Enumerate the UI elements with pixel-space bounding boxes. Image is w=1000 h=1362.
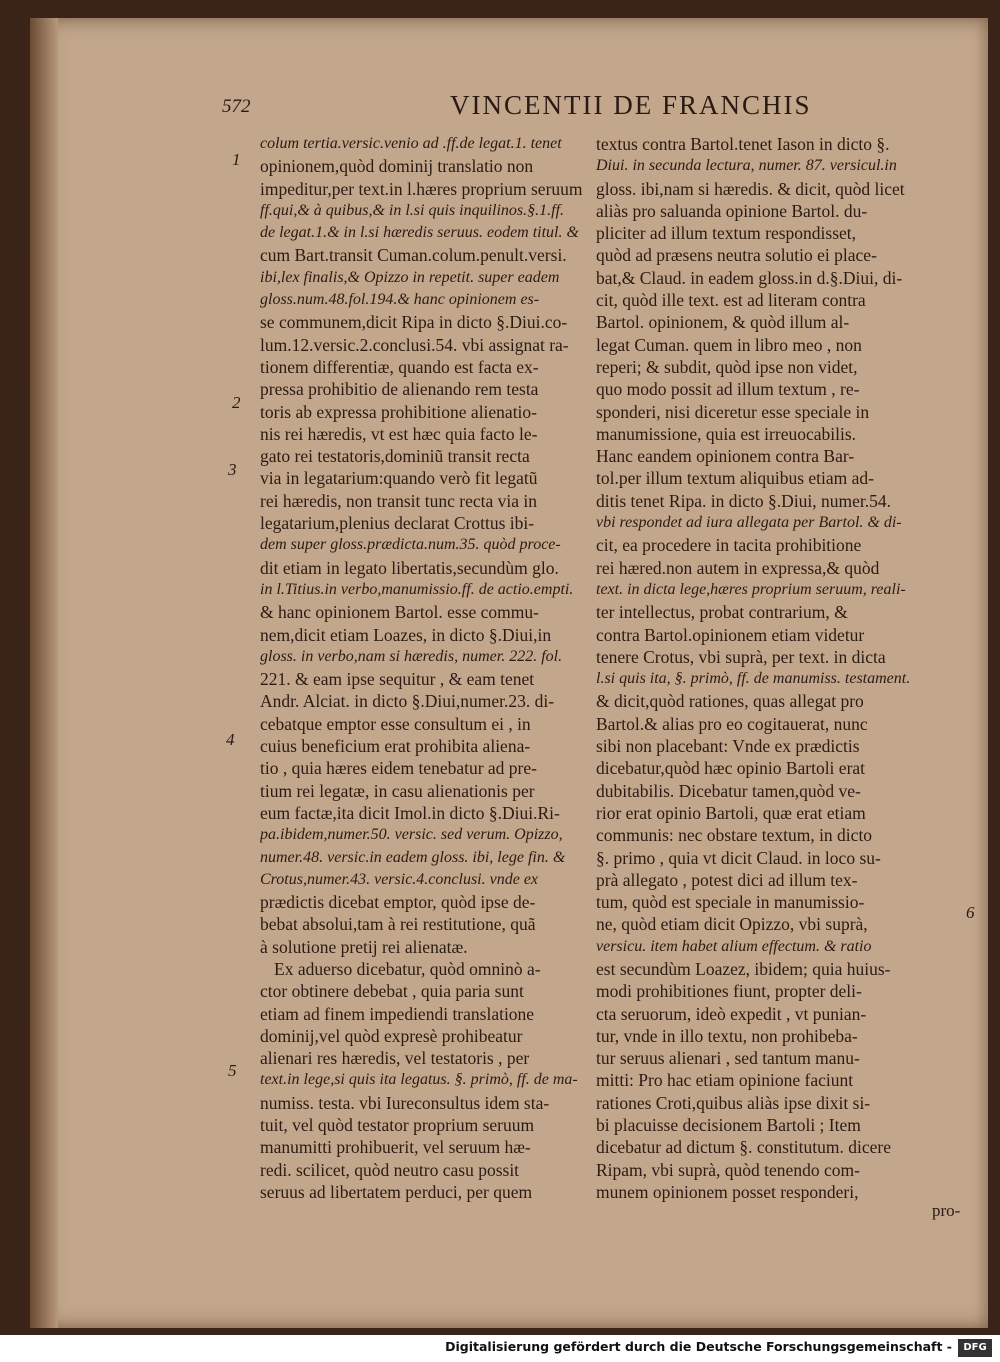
text-line: dominij,vel quòd expresè prohibeatur (260, 1025, 523, 1046)
text-line: à solutione pretij rei alienatæ. (260, 936, 468, 957)
text-line: prædictis dicebat emptor, quòd ipse de- (260, 892, 536, 913)
footer-credit: Digitalisierung gefördert durch die Deutsche Forschungsgemeinschaft - (445, 1339, 952, 1354)
text-line: tur seruus alienari , sed tantum manu- (596, 1048, 860, 1069)
text-line: gato rei testatoris,dominiũ transit recta (260, 446, 530, 467)
text-line: modi prohibitiones fiunt, propter deli- (596, 981, 862, 1002)
text-line: de legat.1.& in l.si hæredis seruus. eodem titul. & (260, 224, 579, 242)
text-line: gloss. in verbo,nam si hæredis, numer. 222. fol. (260, 647, 563, 665)
text-line: eum factæ,ita dicit Imol.in dicto §.Diui.Ri- (260, 802, 560, 823)
text-line: Ex aduerso dicebatur, quòd omninò a- (274, 958, 541, 979)
text-line: §. primo , quia vt dicit Claud. in loco su- (596, 847, 881, 868)
text-line: contra Bartol.opinionem etiam videtur (596, 624, 865, 645)
text-line: tuit, vel quòd testator proprium seruum (260, 1115, 535, 1136)
text-line: ibi,lex finalis,& Opizzo in repetit. super eadem (260, 268, 560, 286)
text-line: aliàs pro saluanda opinione Bartol. du- (596, 200, 868, 221)
text-line: Bartol.& alias pro eo cogitauerat, nunc (596, 713, 868, 734)
text-line: bebat absolui,tam à rei restitutione, quã (260, 914, 536, 935)
text-line: alienari res hæredis, vel testatoris , per (260, 1048, 530, 1069)
text-line: manumissione, quia est irreuocabilis. (596, 423, 857, 444)
text-line: tur, vnde in illo textu, non prohibeba- (596, 1025, 858, 1046)
text-line: ctor obtinere debebat , quia paria sunt (260, 981, 524, 1002)
text-line: lum.12.versic.2.conclusi.54. vbi assignat ra- (260, 334, 569, 355)
text-line: rei hæredis, non transit tunc recta via in (260, 490, 538, 511)
text-line: dicebatur ad dictum §. constitutum. dicere (596, 1137, 891, 1158)
text-line: dem super gloss.prædicta.num.35. quòd proce- (260, 536, 561, 554)
text-line: seruus ad libertatem perduci, per quem (260, 1181, 533, 1202)
text-line: pliciter ad illum textum respondisset, (596, 223, 857, 244)
text-line: textus contra Bartol.tenet Iason in dicto §. (596, 134, 890, 154)
text-column-left (260, 133, 600, 1203)
text-line: & dicit,quòd rationes, quas allegat pro (596, 691, 864, 712)
text-line: ditis tenet Ripa. in dicto §.Diui, numer.54. (596, 490, 892, 511)
text-line: colum tertia.versic.venio ad .ff.de legat.1. tenet (260, 135, 562, 152)
text-line: cebatque emptor esse consultum ei , in (260, 713, 531, 734)
text-line: quo modo possit ad illum textum , re- (596, 379, 860, 400)
text-line: tum, quòd est speciale in manumissio- (596, 892, 865, 913)
text-line: se communem,dicit Ripa in dicto §.Diui.co- (260, 312, 568, 333)
text-line: bi placuisse decisionem Bartoli ; Item (596, 1115, 861, 1136)
text-line: rationes Croti,quibus aliàs ipse dixit si- (596, 1092, 871, 1113)
text-line: Bartol. opinionem, & quòd illum al- (596, 312, 850, 333)
text-line: ter intellectus, probat contrarium, & (596, 602, 848, 623)
text-line: Andr. Alciat. in dicto §.Diui,numer.23. di- (260, 691, 555, 712)
text-line: & hanc opinionem Bartol. esse commu- (260, 602, 539, 623)
book-page (30, 18, 988, 1328)
text-line: toris ab expressa prohibitione alienatio- (260, 401, 538, 422)
text-line: nis rei hæredis, vt est hæc quia facto le- (260, 423, 538, 444)
text-line: tol.per illum textum aliquibus etiam ad- (596, 468, 875, 489)
text-line: quòd ad præsens neutra solutio ei place- (596, 245, 877, 266)
margin-number: 1 (232, 150, 241, 169)
text-line: cta seruorum, ideò expedit , vt punian- (596, 1003, 867, 1024)
text-line: tium rei legatæ, in casu alienationis per (260, 780, 535, 801)
text-line: tenere Crotus, vbi suprà, per text. in dicta (596, 646, 886, 667)
text-line: Ripam, vbi suprà, quòd tenendo com- (596, 1159, 860, 1180)
footer-bar (0, 1335, 1000, 1362)
text-line: mitti: Pro hac etiam opinione faciunt (596, 1070, 854, 1091)
text-line: ff.qui,& à quibus,& in l.si quis inquilinos.§.1.ff. (260, 201, 565, 219)
margin-number: 4 (226, 730, 235, 749)
text-line: sibi non placebant: Vnde ex prædictis (596, 736, 860, 757)
margin-number: 2 (232, 393, 241, 412)
text-line: text.in lege,si quis ita legatus. §. primò, ff. de ma- (260, 1071, 578, 1089)
text-line: numiss. testa. vbi Iureconsultus idem sta- (260, 1092, 550, 1113)
text-line: numer.48. versic.in eadem gloss. ibi, lege fin. & (260, 848, 566, 866)
text-line: l.si quis ita, §. primò, ff. de manumiss. testament. (596, 670, 911, 688)
text-line: dit etiam in legato libertatis,secundùm glo. (260, 557, 559, 578)
header-title: VINCENTII DE FRANCHIS (450, 90, 812, 120)
text-line: in l.Titius.in verbo,manumissio.ff. de actio.empti. (260, 580, 574, 598)
text-line: prà allegato , potest dici ad illum tex- (596, 869, 858, 890)
text-line: dubitabilis. Dicebatur tamen,quòd ve- (596, 780, 861, 801)
text-line: tionem differentiæ, quando est facta ex- (260, 356, 539, 377)
text-line: munem opinionem posset responderi, (596, 1181, 859, 1202)
text-line: reperi; & subdit, quòd ipse non videt, (596, 356, 858, 377)
text-column-right (596, 133, 954, 1203)
dfg-logo: DFG (958, 1339, 992, 1357)
text-line: bat,& Claud. in eadem gloss.in d.§.Diui, di- (596, 267, 903, 288)
text-line: nem,dicit etiam Loazes, in dicto §.Diui,in (260, 624, 552, 645)
running-head (30, 80, 988, 120)
text-line: cit, ea procedere in tacita prohibitione (596, 535, 862, 556)
text-line: rior erat opinio Bartoli, quæ erat etiam (596, 802, 866, 823)
text-line: cit, quòd ille text. est ad literam contra (596, 290, 866, 311)
text-line: text. in dicta lege,hæres proprium seruum, reali- (596, 580, 906, 598)
text-line: est secundùm Loazez, ibidem; quia huius- (596, 958, 891, 979)
text-line: legatarium,plenius declarat Crottus ibi- (260, 513, 535, 534)
text-line: cum Bart.transit Cuman.colum.penult.versi. (260, 245, 567, 266)
text-line: versicu. item habet alium effectum. & ratio (596, 937, 872, 955)
text-line: etiam ad finem impediendi translatione (260, 1003, 535, 1024)
text-line: vbi respondet ad iura allegata per Bartol. & di- (596, 514, 902, 532)
text-line: rei hæred.non autem in expressa,& quòd (596, 557, 880, 578)
text-line: gloss. ibi,nam si hæredis. & dicit, quòd licet (596, 178, 905, 199)
text-line: Diui. in secunda lectura, numer. 87. versicul.in (596, 157, 897, 175)
book-spine (30, 18, 58, 1328)
text-line: redi. scilicet, quòd neutro casu possit (260, 1159, 520, 1180)
text-line: manumitti prohibuerit, vel seruum hæ- (260, 1137, 531, 1158)
margin-number: 3 (228, 460, 237, 479)
text-line: gloss.num.48.fol.194.& hanc opinionem es- (260, 291, 540, 309)
text-line: Crotus,numer.43. versic.4.conclusi. vnde ex (260, 870, 539, 888)
text-line: 221. & eam ipse sequitur , & eam tenet (260, 669, 535, 690)
text-line: Hanc eandem opinionem contra Bar- (596, 446, 855, 467)
catchword: pro- (932, 1201, 961, 1220)
text-line: legat Cuman. quem in libro meo , non (596, 334, 862, 355)
margin-number: 6 (966, 903, 975, 922)
margin-number: 5 (228, 1061, 237, 1080)
text-line: cuius beneficium erat prohibita aliena- (260, 736, 531, 757)
text-line: communis: nec obstare textum, in dicto (596, 825, 873, 846)
text-line: dicebatur,quòd hæc opinio Bartoli erat (596, 758, 866, 779)
text-line: opinionem,quòd dominij translatio non (260, 156, 534, 177)
text-line: impeditur,per text.in l.hæres proprium seruum (260, 178, 583, 199)
text-line: pa.ibidem,numer.50. versic. sed verum. Opizzo, (260, 826, 563, 844)
text-line: tio , quia hæres eidem tenebatur ad pre- (260, 758, 537, 779)
text-line: ne, quòd etiam dicit Opizzo, vbi suprà, (596, 914, 868, 935)
text-line: via in legatarium:quando verò fit legatũ (260, 468, 538, 489)
text-line: pressa prohibitio de alienando rem testa (260, 379, 539, 400)
page-number: 572 (222, 96, 251, 117)
text-line: sponderi, nisi diceretur esse speciale in (596, 401, 870, 422)
